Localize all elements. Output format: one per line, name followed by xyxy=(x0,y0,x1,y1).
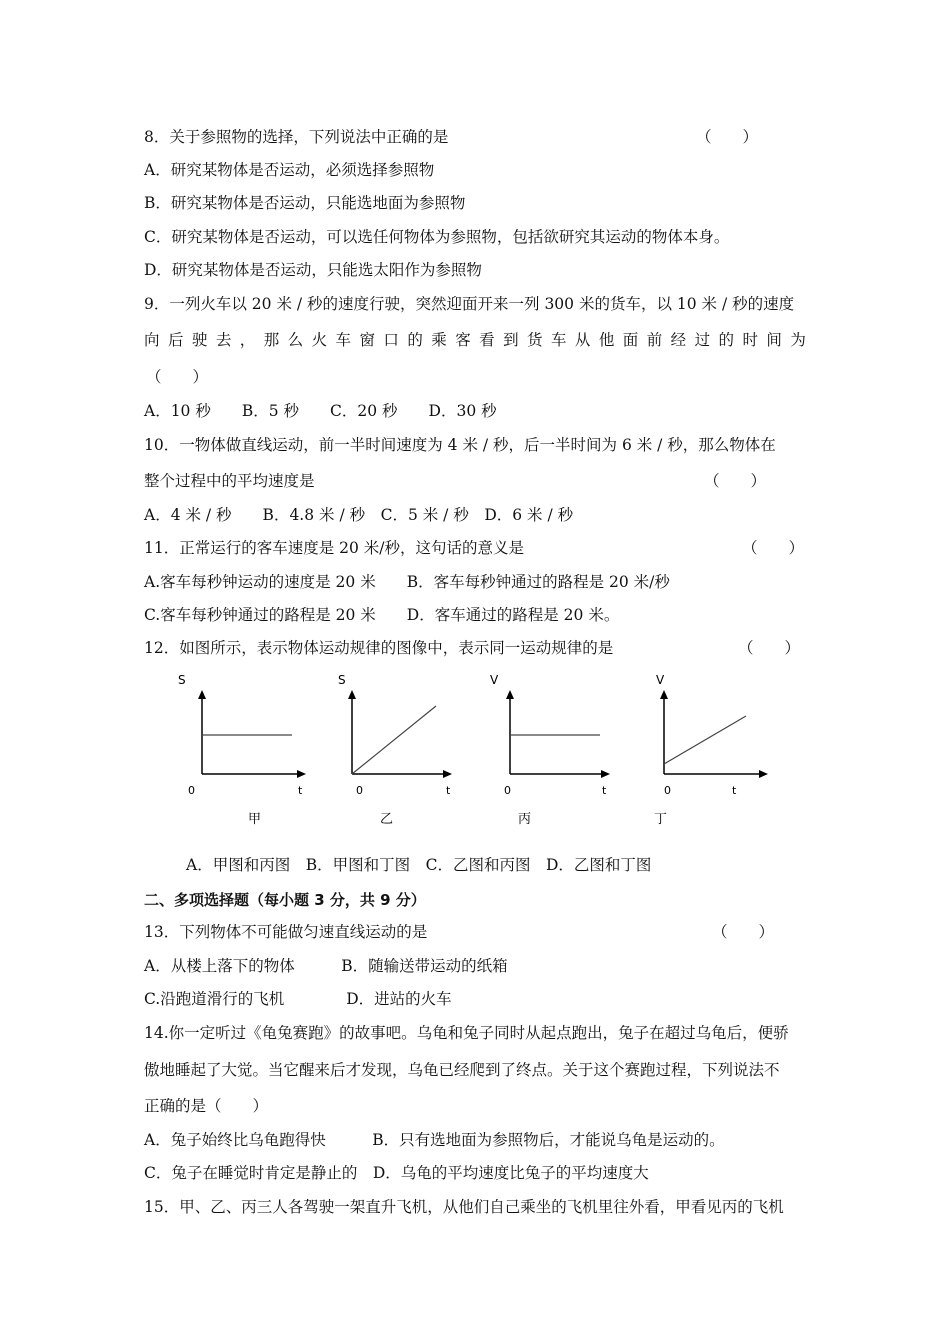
q10-options: A．4 米 / 秒 B．4.8 米 / 秒 C．5 米 / 秒 D．6 米 / 秒 xyxy=(144,506,574,524)
q9-options: A．10 秒 B．5 秒 C．20 秒 D．30 秒 xyxy=(144,402,497,420)
q9-line2-char: 去 xyxy=(215,331,232,349)
graph-bing-origin: 0 xyxy=(504,784,511,797)
q9-line2-char: 的 xyxy=(407,331,423,349)
graph-jia-origin: 0 xyxy=(188,784,195,797)
graph-yi-caption: 乙 xyxy=(380,812,394,827)
q9-stem-line1: 9．一列火车以 20 米 / 秒的速度行驶，突然迎面开来一列 300 米的货车，以 10 米 / 秒的速度 xyxy=(144,295,795,313)
q11-answer-paren: （ ） xyxy=(742,539,805,557)
q13-stem: 13．下列物体不可能做匀速直线运动的是 xyxy=(144,923,428,941)
graph-ding-line xyxy=(664,716,746,764)
q10-stem-line1: 10．一物体做直线运动，前一半时间速度为 4 米 / 秒，后一半时间为 6 米 / 秒，那么物体在 xyxy=(144,436,776,454)
q9-answer-paren: （ ） xyxy=(146,368,209,386)
q9-stem-line2 xyxy=(144,330,806,350)
q11-options-ab: A.客车每秒钟运动的速度是 20 米 B．客车每秒钟通过的路程是 20 米/秒 xyxy=(144,573,670,591)
q9-line2-char: 的 xyxy=(718,331,735,349)
q12-graphs xyxy=(170,668,770,838)
graph-ding-x-label: t xyxy=(732,784,737,797)
q14-stem-line1: 14.你一定听过《龟兔赛跑》的故事吧。乌龟和兔子同时从起点跑出，兔子在超过乌龟后，便骄 xyxy=(144,1024,789,1042)
q8-option-d: D．研究某物体是否运动，只能选太阳作为参照物 xyxy=(144,261,482,279)
q9-line2-char: 车 xyxy=(550,331,567,349)
q9-line2-char: 从 xyxy=(574,331,591,349)
q9-line2-char: 客 xyxy=(455,331,471,349)
q8-answer-paren: （ ） xyxy=(696,128,759,146)
q14-stem-line3: 正确的是（ ） xyxy=(144,1097,269,1115)
q9-line2-char: 乘 xyxy=(431,331,447,349)
graph-jia xyxy=(178,673,306,827)
q9-line2-char: 过 xyxy=(694,331,711,349)
q9-line2-char: 货 xyxy=(527,331,543,349)
q9-line2-char: 火 xyxy=(311,331,328,349)
graph-yi xyxy=(338,673,452,827)
q9-line2-char: 他 xyxy=(598,331,615,349)
q9-line2-char: ， xyxy=(239,331,256,349)
q9-line2-char: 为 xyxy=(790,331,806,349)
graph-ding-y-label: V xyxy=(656,673,665,687)
q8-option-a: A．研究某物体是否运动，必须选择参照物 xyxy=(144,161,435,179)
q9-line2-char: 那 xyxy=(263,331,280,349)
q9-line2-char: 口 xyxy=(383,331,399,349)
q8-stem: 8．关于参照物的选择，下列说法中正确的是 xyxy=(144,128,449,146)
q13-options-cd: C.沿跑道滑行的飞机 D．进站的火车 xyxy=(144,990,452,1008)
graph-bing xyxy=(490,673,610,827)
graph-bing-caption: 丙 xyxy=(518,812,532,827)
q8-option-c: C．研究某物体是否运动，可以选任何物体为参照物，包括欲研究其运动的物体本身。 xyxy=(144,228,730,246)
q9-line2-char: 间 xyxy=(766,331,782,349)
q9-line2-char: 窗 xyxy=(359,331,375,349)
q9-line2-char: 时 xyxy=(742,331,758,349)
q9-line2-char: 向 xyxy=(144,331,160,349)
q14-options-ab: A．兔子始终比乌龟跑得快 B．只有选地面为参照物后，才能说乌龟是运动的。 xyxy=(144,1131,725,1149)
graph-jia-y-label: S xyxy=(178,673,186,687)
q14-options-cd: C．兔子在睡觉时肯定是静止的 D．乌龟的平均速度比兔子的平均速度大 xyxy=(144,1164,649,1182)
q9-line2-char: 看 xyxy=(479,331,495,349)
q9-line2-char: 车 xyxy=(335,331,352,349)
graph-yi-x-label: t xyxy=(446,784,451,797)
graph-bing-y-label: V xyxy=(490,673,499,687)
q11-options-cd: C.客车每秒钟通过的路程是 20 米 D．客车通过的路程是 20 米。 xyxy=(144,606,620,624)
q9-line2-char: 前 xyxy=(646,331,663,349)
graph-ding xyxy=(654,673,768,827)
q15-stem-line1: 15．甲、乙、丙三人各驾驶一架直升飞机，从他们自己乘坐的飞机里往外看，甲看见丙的飞机 xyxy=(144,1198,784,1216)
q9-line2-char: 到 xyxy=(503,331,519,349)
q11-stem: 11．正常运行的客车速度是 20 米/秒，这句话的意义是 xyxy=(144,539,525,557)
graph-yi-origin: 0 xyxy=(356,784,363,797)
q10-stem-line2: 整个过程中的平均速度是 xyxy=(144,472,315,490)
q9-line2-char: 后 xyxy=(167,331,184,349)
q8-option-b: B．研究某物体是否运动，只能选地面为参照物 xyxy=(144,194,466,212)
graph-yi-y-label: S xyxy=(338,673,346,687)
q12-stem: 12．如图所示，表示物体运动规律的图像中，表示同一运动规律的是 xyxy=(144,639,614,657)
graph-ding-caption: 丁 xyxy=(654,812,668,827)
graph-jia-caption: 甲 xyxy=(248,812,262,827)
graph-ding-origin: 0 xyxy=(664,784,671,797)
graph-bing-x-label: t xyxy=(602,784,607,797)
q10-answer-paren: （ ） xyxy=(704,472,767,490)
section2-heading: 二、多项选择题（每小题 3 分，共 9 分） xyxy=(144,891,426,909)
q9-line2-char: 经 xyxy=(670,331,687,349)
q12-options: A．甲图和丙图 B．甲图和丁图 C．乙图和丙图 D．乙图和丁图 xyxy=(186,856,652,874)
q14-stem-line2: 傲地睡起了大觉。当它醒来后才发现，乌龟已经爬到了终点。关于这个赛跑过程，下列说法不 xyxy=(144,1061,780,1079)
q13-options-ab: A．从楼上落下的物体 B．随输送带运动的纸箱 xyxy=(144,957,508,975)
q9-line2-char: 驶 xyxy=(191,331,208,349)
q9-line2-char: 面 xyxy=(622,331,639,349)
graph-yi-line xyxy=(352,706,436,774)
q13-answer-paren: （ ） xyxy=(712,923,775,941)
q9-line2-char: 么 xyxy=(287,331,304,349)
graph-jia-x-label: t xyxy=(298,784,303,797)
q12-answer-paren: （ ） xyxy=(738,639,801,657)
